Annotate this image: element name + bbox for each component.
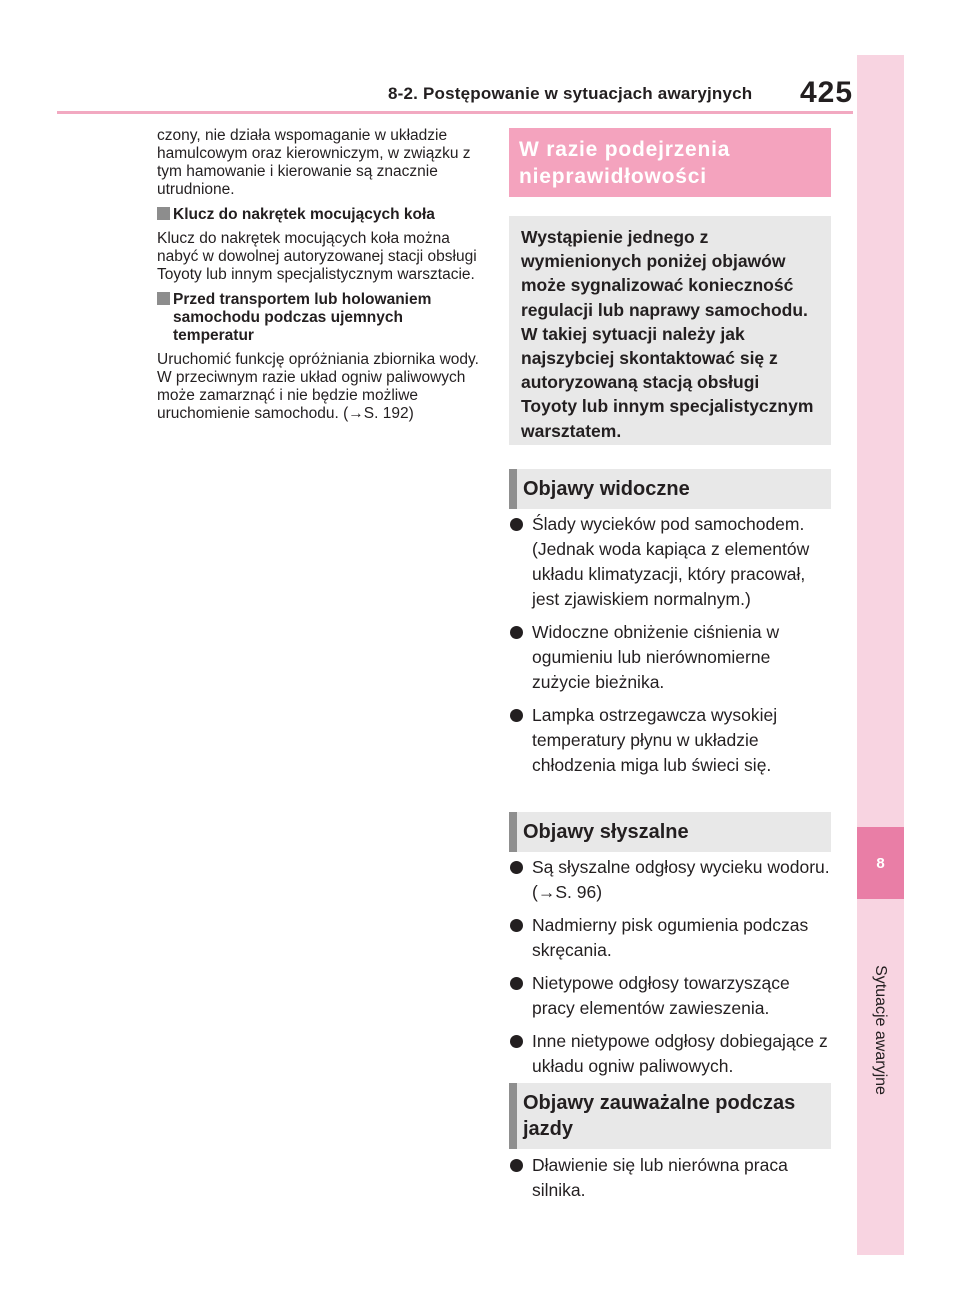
topic-title: W razie podejrzenia nieprawidłowości <box>509 128 831 197</box>
subsection-body: Klucz do nakrętek mocujących koła można nabyć w dowolnej autoryzowanej stacji obsługi Toyoty lub innym specjalistycznym warsztacie. <box>157 230 477 283</box>
visible-symptoms-list <box>510 512 832 786</box>
audible-symptoms-list <box>510 855 832 1087</box>
list-item: Inne nietypowe odgłosy dobiegające z układu ogniw paliwowych. <box>510 1029 832 1079</box>
list-item: Są słyszalne odgłosy wycieku wodoru. (→S. 96) <box>510 855 832 905</box>
intro-paragraph: czony, nie działa wspomaganie w układzie hamulcowym oraz kierowniczym, w związku z tym hamowanie i kierowanie są znacznie utrudnione. <box>157 127 471 198</box>
warning-box: Wystąpienie jednego z wymienionych poniżej objawów może sygnalizować konieczność regulacji lub naprawy samochodu. W takiej sytuacji należy jak najszybciej skontaktować się z autoryzowaną stacją obsługi Toyoty lub innym specjalistycznym warsztatem. <box>509 216 831 445</box>
group-heading-visible: Objawy widoczne <box>509 469 831 509</box>
driving-symptoms-list <box>510 1153 832 1211</box>
chapter-number: 8 <box>876 854 885 872</box>
header-rule <box>57 111 853 114</box>
group-heading-driving: Objawy zauważalne podczas jazdy <box>509 1083 831 1149</box>
section-title: 8-2. Postępowanie w sytuacjach awaryjnych <box>388 84 753 103</box>
list-item: Lampka ostrzegawcza wysokiej temperatury płynu w układzie chłodzenia miga lub świeci się. <box>510 703 832 778</box>
list-item: Widoczne obniżenie ciśnienia w ogumieniu lub nierównomierne zużycie bieżnika. <box>510 620 832 695</box>
list-item: Nadmierny pisk ogumienia podczas skręcania. <box>510 913 832 963</box>
page-number: 425 <box>800 76 854 109</box>
left-column <box>157 127 479 430</box>
subsection-heading: Przed transportem lub holowaniem samochodu podczas ujemnych temperatur <box>157 291 479 345</box>
subsection-heading: Klucz do nakrętek mocujących koła <box>157 206 479 224</box>
square-bullet-icon <box>157 292 170 305</box>
list-item: Dławienie się lub nierówna praca silnika. <box>510 1153 832 1203</box>
chapter-number-tab[interactable] <box>857 827 904 899</box>
list-item: Nietypowe odgłosy towarzyszące pracy elementów zawieszenia. <box>510 971 832 1021</box>
subsection-body: Uruchomić funkcję opróżniania zbiornika wody. W przeciwnym razie układ ogniw paliwowych może zamarznąć i nie będzie możliwe uruchomienie samochodu. (→S. 192) <box>157 351 479 422</box>
square-bullet-icon <box>157 207 170 220</box>
group-heading-audible: Objawy słyszalne <box>509 812 831 852</box>
chapter-title: Sytuacje awaryjne <box>872 965 889 1095</box>
list-item: Ślady wycieków pod samochodem. (Jednak woda kapiąca z elementów układu klimatyzacji, który pracował, jest zjawiskiem normalnym.) <box>510 512 832 612</box>
